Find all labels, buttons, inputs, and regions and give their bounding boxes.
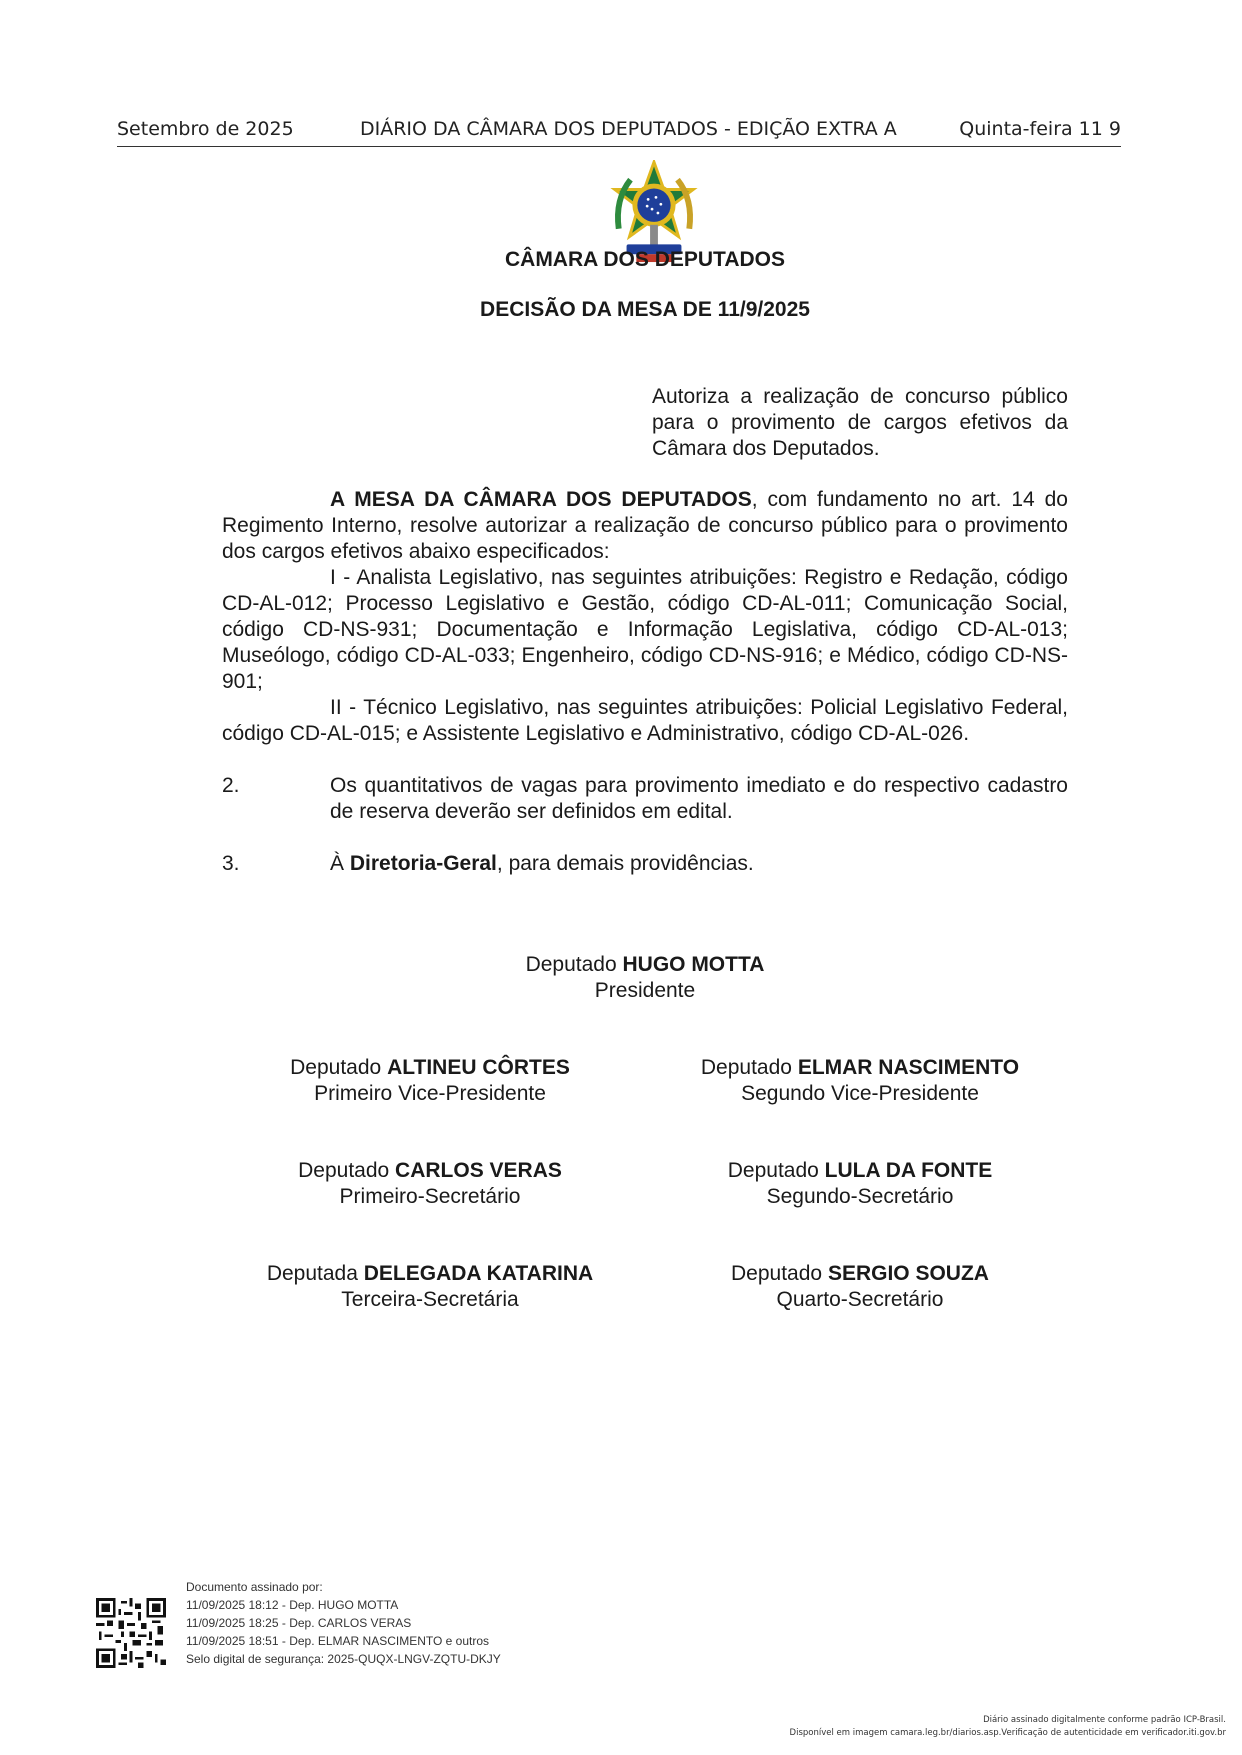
item-ii: II - Técnico Legislativo, nas seguintes atribuições: Policial Legislativo Federal, código CD-AL-015; e Assistente Legislativo e Administrativo, código CD-AL-026.: [222, 696, 1068, 745]
security-seal: Selo digital de segurança: 2025-QUQX-LNGV-ZQTU-DKJY: [186, 1652, 501, 1666]
header-journal-title: DIÁRIO DA CÂMARA DOS DEPUTADOS - EDIÇÃO EXTRA A: [360, 118, 897, 140]
signer-role: Primeiro-Secretário: [339, 1185, 521, 1208]
signed-line: 11/09/2025 18:25 - Dep. CARLOS VERAS: [186, 1616, 412, 1630]
signer-name: DELEGADA KATARINA: [363, 1262, 594, 1285]
signer-role: Quarto-Secretário: [776, 1288, 944, 1311]
signer-role: Primeiro Vice-Presidente: [314, 1082, 546, 1105]
intro-rest: , com fundamento no art. 14 do Regimento Interno, resolve autorizar a realização de concurso público para o provimento dos cargos efetivos abaixo especificados:: [222, 488, 1068, 563]
diretoria-geral: Diretoria-Geral: [349, 852, 497, 875]
signed-line: 11/09/2025 18:51 - Dep. ELMAR NASCIMENTO e outros: [186, 1634, 490, 1648]
header-date: Setembro de 2025: [117, 118, 294, 140]
decision-body: [222, 487, 1068, 877]
signer-name: ALTINEU CÔRTES: [387, 1056, 570, 1079]
signature-president: Deputado HUGO MOTTA Presidente: [385, 952, 905, 1004]
page-footer: [790, 1714, 1226, 1740]
page-header: [117, 116, 1121, 147]
signature-second-secretary: Deputado LULA DA FONTE Segundo-Secretário: [600, 1158, 1120, 1210]
paragraph-3-text: À Diretoria-Geral, para demais providências.: [330, 852, 754, 875]
signer-role: Presidente: [594, 979, 696, 1002]
signed-line: 11/09/2025 18:12 - Dep. HUGO MOTTA: [186, 1598, 399, 1612]
signature-second-vp: Deputado ELMAR NASCIMENTO Segundo Vice-Presidente: [600, 1055, 1120, 1107]
paragraph-2-text: Os quantitativos de vagas para provimento imediato e do respectivo cadastro de reserva deverão ser definidos em edital.: [330, 774, 1068, 823]
institution-title: CÂMARA DOS DEPUTADOS: [504, 248, 785, 271]
qr-code[interactable]: [96, 1598, 166, 1668]
signer-role: Segundo Vice-Presidente: [741, 1082, 979, 1105]
decision-title: DECISÃO DA MESA DE 11/9/2025: [480, 298, 810, 321]
signature-third-secretary: Deputada DELEGADA KATARINA Terceira-Secretária: [170, 1261, 690, 1313]
intro-paragraph: [222, 487, 1068, 565]
footer-line-1: Diário assinado digitalmente conforme padrão ICP-Brasil.: [983, 1715, 1226, 1725]
signer-name: ELMAR NASCIMENTO: [797, 1056, 1020, 1079]
paragraph-2: [222, 773, 1068, 825]
digital-signature-block: [186, 1578, 501, 1668]
intro-bold: A MESA DA CÂMARA DOS DEPUTADOS: [330, 488, 752, 511]
paragraph-2-number: 2.: [222, 774, 240, 797]
paragraph-3: [222, 851, 1068, 877]
signer-name: CARLOS VERAS: [395, 1159, 562, 1182]
ementa-summary: Autoriza a realização de concurso público para o provimento de cargos efetivos da Câmara dos Deputados.: [652, 385, 1068, 460]
signer-name: LULA DA FONTE: [824, 1159, 993, 1182]
signed-heading: Documento assinado por:: [186, 1580, 323, 1594]
header-day-page: Quinta-feira 11 9: [959, 118, 1121, 140]
signer-role: Segundo-Secretário: [766, 1185, 954, 1208]
item-i: I - Analista Legislativo, nas seguintes atribuições: Registro e Redação, código CD-AL-012; Processo Legislativo e Gestão, código CD-AL-011; Comunicação Social, código CD-NS-931; Documentação e Informação Legislativa, código CD-AL-013; Museólogo, código CD-AL-033; Engenheiro, código CD-NS-916; e Médico, código CD-NS-901;: [222, 566, 1068, 693]
signature-fourth-secretary: Deputado SERGIO SOUZA Quarto-Secretário: [600, 1261, 1120, 1313]
signer-name: SERGIO SOUZA: [827, 1262, 989, 1285]
footer-line-2: Disponível em imagem camara.leg.br/diarios.asp.Verificação de autenticidade em verificador.iti.gov.br: [789, 1728, 1226, 1738]
paragraph-3-number: 3.: [222, 852, 240, 875]
signer-name: HUGO MOTTA: [622, 953, 765, 976]
signature-first-secretary: Deputado CARLOS VERAS Primeiro-Secretário: [170, 1158, 690, 1210]
signer-role: Terceira-Secretária: [341, 1288, 519, 1311]
signature-first-vp: Deputado ALTINEU CÔRTES Primeiro Vice-Presidente: [170, 1055, 690, 1107]
